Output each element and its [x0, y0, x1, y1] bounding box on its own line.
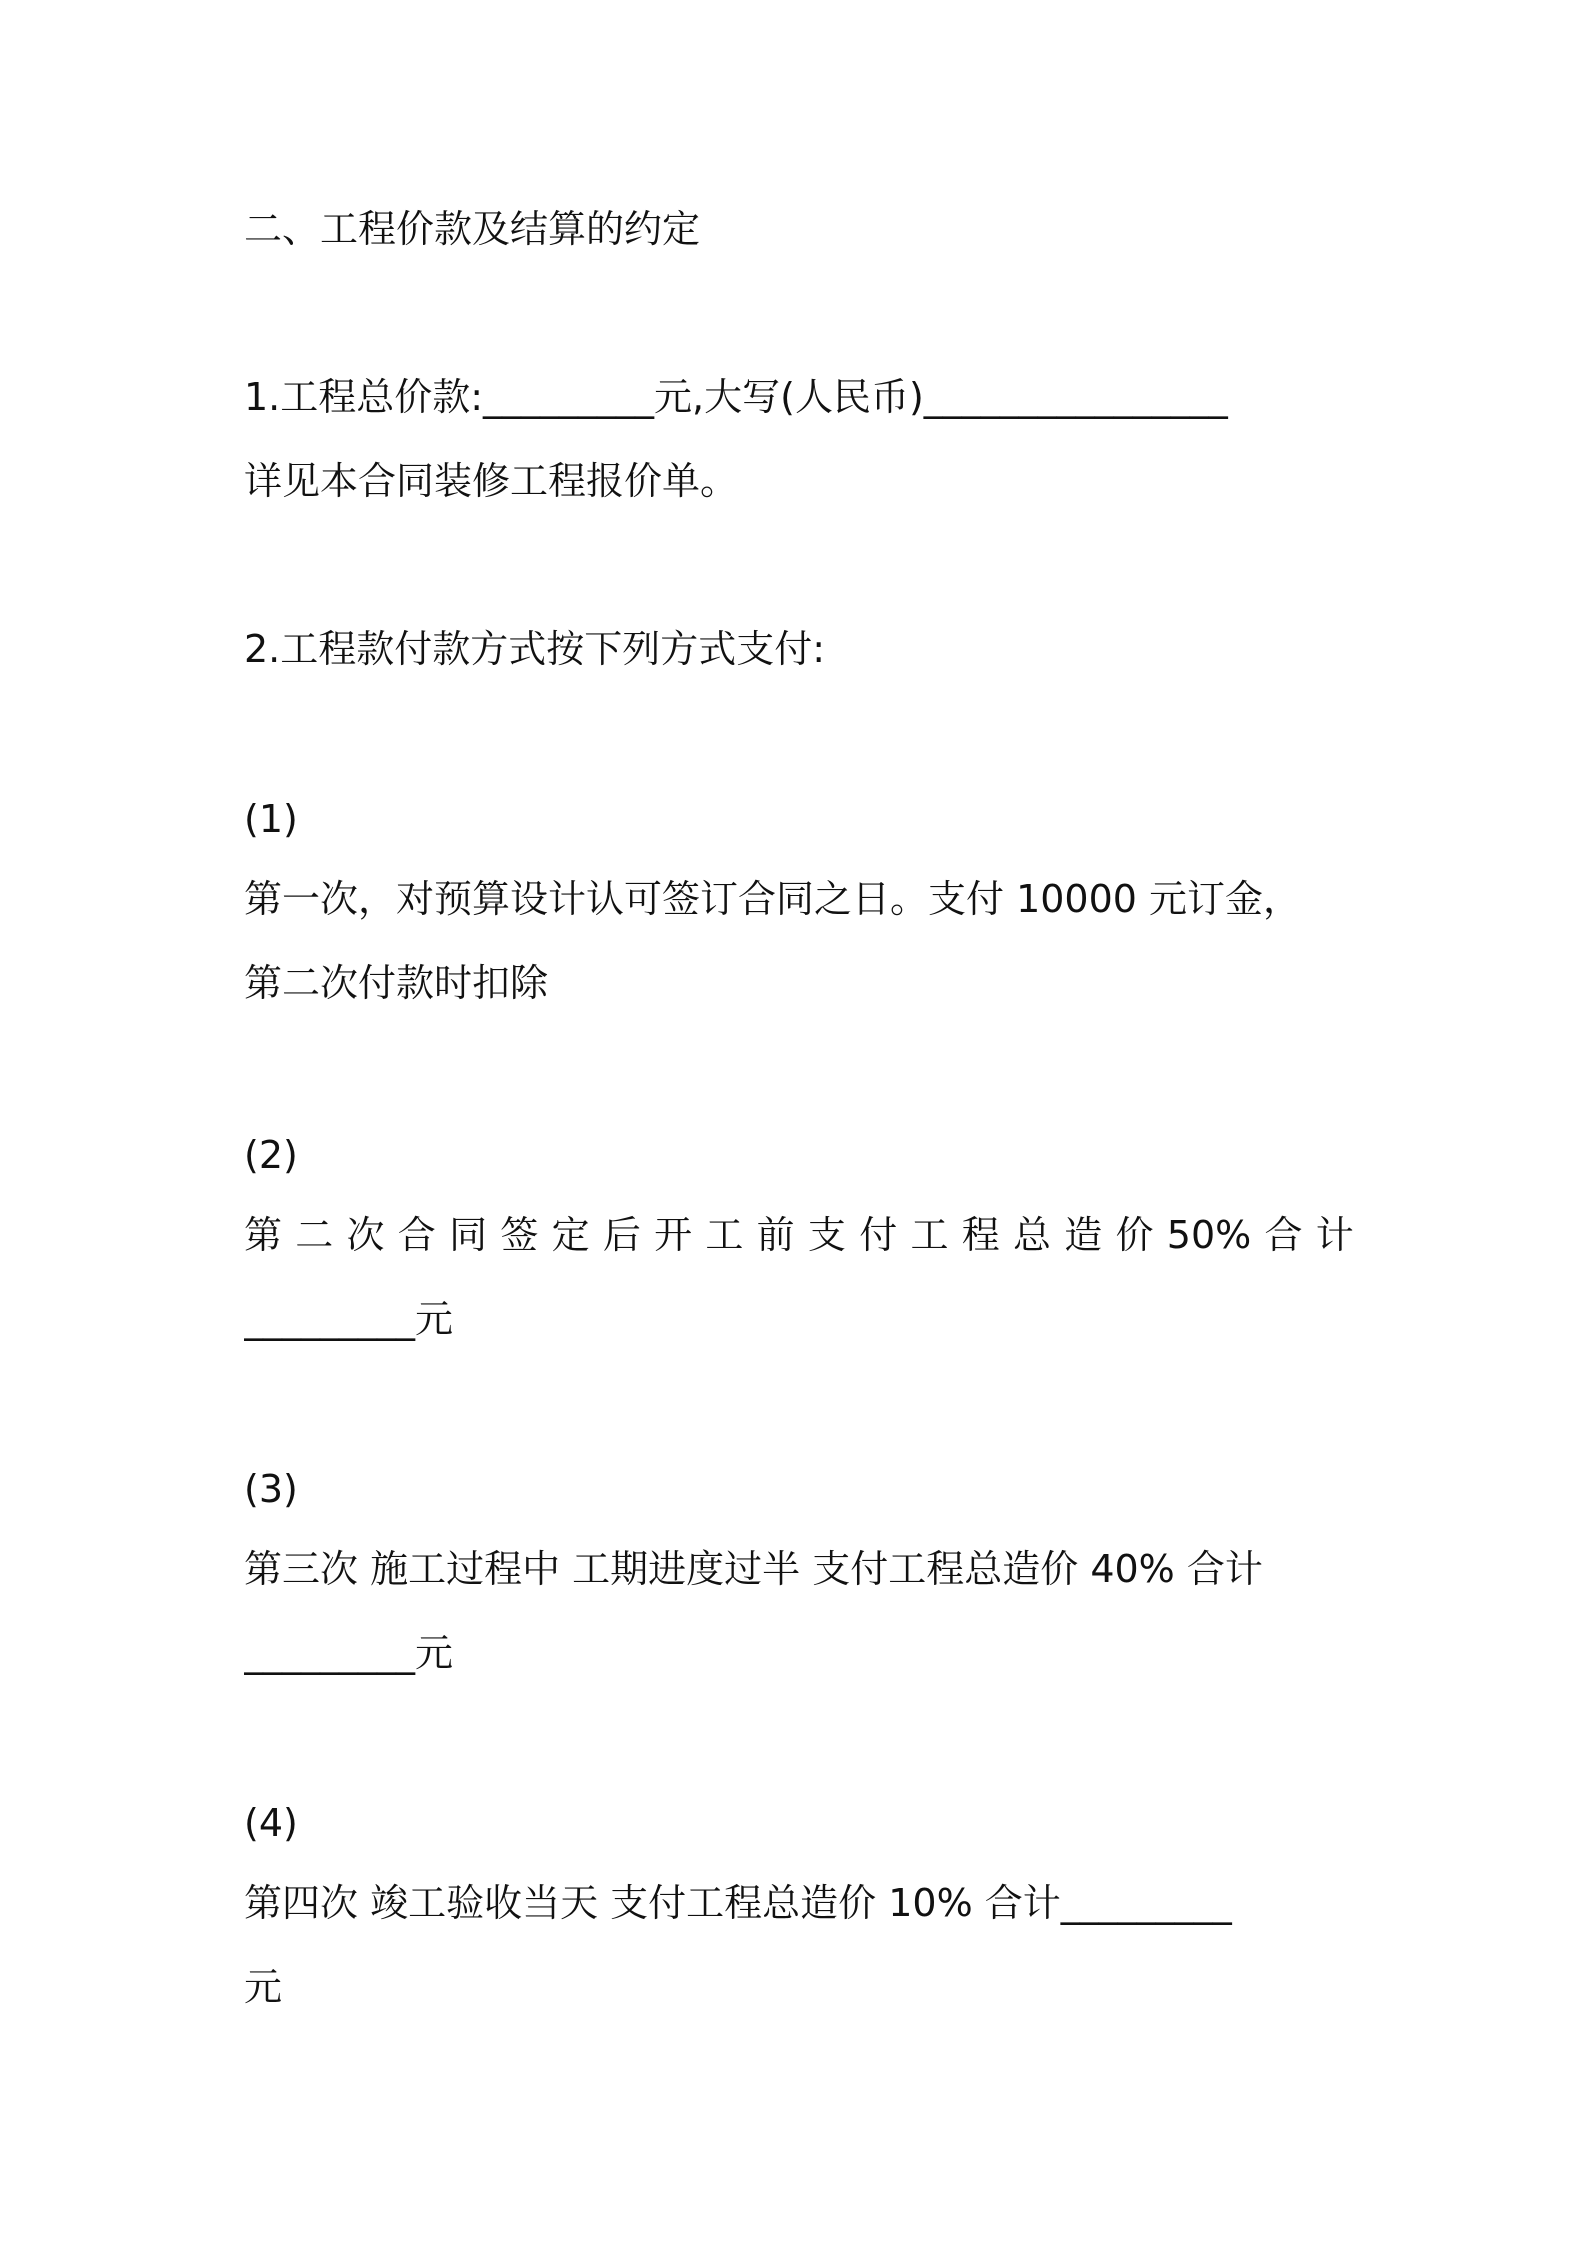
payment-2-char: 付	[859, 1213, 898, 1257]
payment-3-line-2: _________元	[244, 1631, 454, 1675]
payment-2-char: 造	[1064, 1213, 1103, 1257]
payment-2-char: 同	[449, 1213, 488, 1257]
payment-2-char: 第	[244, 1213, 283, 1257]
total-price-note: 详见本合同装修工程报价单。	[244, 459, 739, 503]
payment-3-number: (3)	[244, 1467, 298, 1511]
payment-2-char: 二	[295, 1213, 334, 1257]
payment-2-char: 工	[910, 1213, 949, 1257]
payment-4-line-1: 第四次 竣工验收当天 支付工程总造价 10% 合计_________	[244, 1881, 1232, 1925]
payment-2-char: 合	[1264, 1213, 1303, 1257]
payment-1-line-2: 第二次付款时扣除	[244, 961, 549, 1005]
total-price-line: 1.工程总价款:_________元,大写(人民币)________________	[244, 375, 1228, 419]
payment-2-char: 50%	[1166, 1213, 1252, 1257]
payment-2-char: 次	[346, 1213, 385, 1257]
payment-1-number: (1)	[244, 797, 298, 841]
payment-2-char: 价	[1115, 1213, 1154, 1257]
payment-2-char: 后	[602, 1213, 641, 1257]
payment-4-line-2: 元	[244, 1965, 283, 2009]
payment-2-char: 前	[756, 1213, 795, 1257]
payment-2-char: 合	[397, 1213, 436, 1257]
payment-1-line-1: 第一次，对预算设计认可签订合同之日。支付 10000 元订金，	[244, 877, 1302, 921]
payment-3-line-1: 第三次 施工过程中 工期进度过半 支付工程总造价 40% 合计	[244, 1547, 1263, 1591]
payment-4-number: (4)	[244, 1801, 298, 1845]
payment-2-line-2: _________元	[244, 1297, 454, 1341]
payment-2-char: 支	[807, 1213, 846, 1257]
payment-2-char: 签	[500, 1213, 539, 1257]
payment-2-char: 计	[1315, 1213, 1354, 1257]
payment-2-char: 程	[961, 1213, 1000, 1257]
payment-2-char: 工	[705, 1213, 744, 1257]
payment-2-line-1	[244, 1210, 1354, 1260]
payment-method-heading: 2.工程款付款方式按下列方式支付:	[244, 627, 826, 671]
payment-2-char: 总	[1012, 1213, 1051, 1257]
payment-2-number: (2)	[244, 1133, 298, 1177]
payment-2-char: 开	[654, 1213, 693, 1257]
payment-2-char: 定	[551, 1213, 590, 1257]
section-title: 二、工程价款及结算的约定	[244, 207, 701, 251]
